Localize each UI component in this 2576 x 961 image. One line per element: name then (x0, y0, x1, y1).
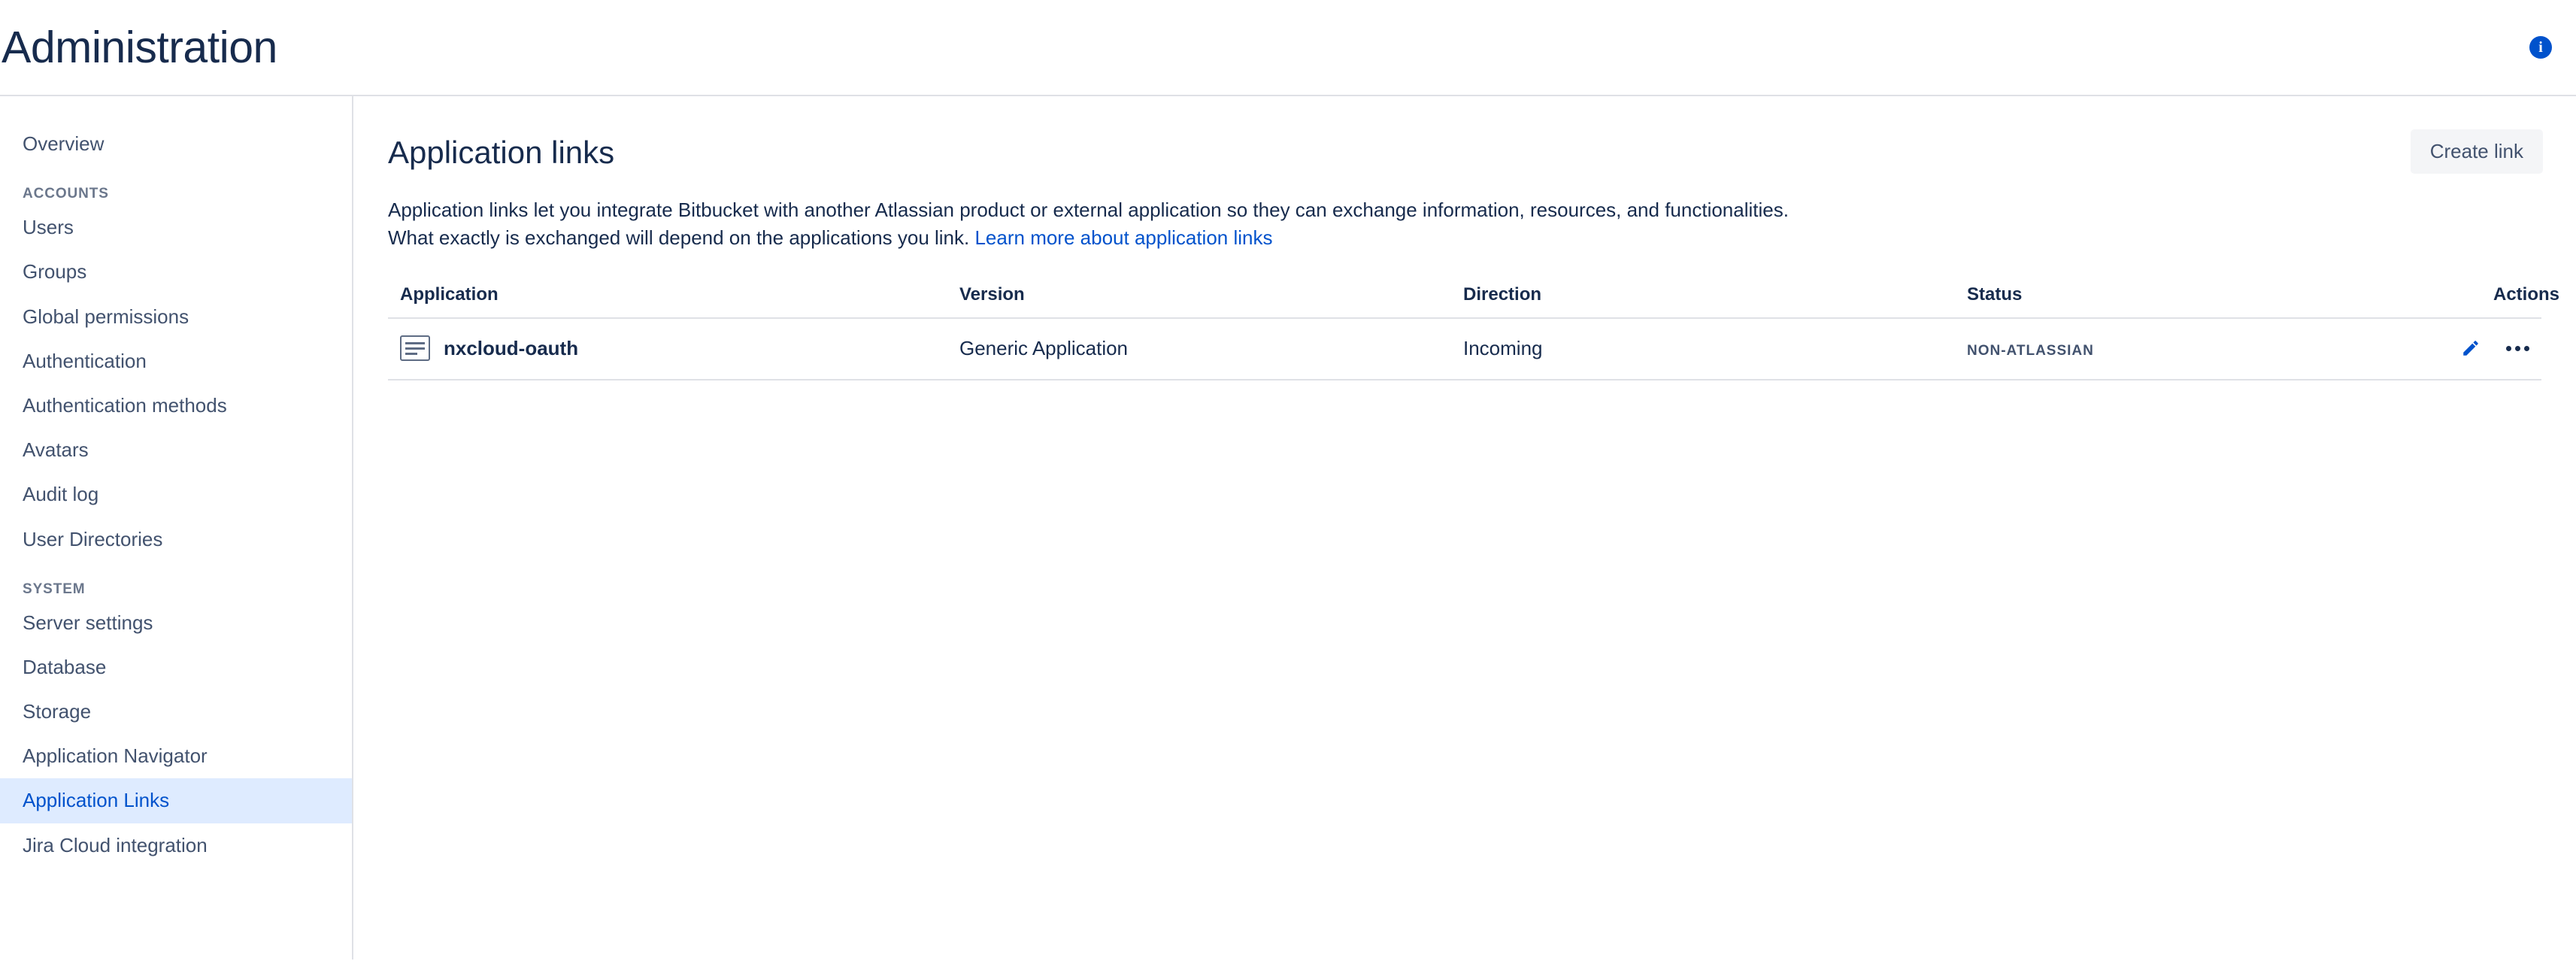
sidebar-item-application-navigator[interactable]: Application Navigator (23, 744, 208, 768)
page-title: Administration (2, 22, 277, 72)
main-content (353, 96, 2576, 959)
application-links-table (388, 284, 2560, 380)
row-actions (2493, 338, 2529, 358)
status-badge: NON-ATLASSIAN (1967, 342, 2094, 359)
sidebar-section-system: SYSTEM (23, 581, 86, 597)
create-link-button[interactable]: Create link (2411, 129, 2543, 174)
sidebar-item-storage[interactable]: Storage (23, 700, 92, 723)
sidebar-item-authentication-methods[interactable]: Authentication methods (23, 393, 227, 417)
more-actions-icon[interactable] (2506, 346, 2529, 351)
sidebar-item-users[interactable]: Users (23, 216, 74, 239)
cell-status (1967, 318, 2493, 380)
cell-actions (2493, 318, 2541, 380)
info-icon[interactable]: i (2529, 36, 2552, 59)
sidebar-item-overview[interactable]: Overview (23, 132, 105, 155)
column-header-version: Version (959, 284, 1463, 318)
sidebar-item-server-settings[interactable]: Server settings (23, 611, 153, 634)
description-text: Application links let you integrate Bitbucket with another Atlassian product or external application so they can exchange information, resources, and functionalities. What exactly is exchanged will depend on the applications you link. (388, 199, 1789, 250)
sidebar (0, 96, 353, 959)
column-header-actions: Actions (2493, 284, 2541, 318)
section-title: Application links (388, 135, 615, 170)
sidebar-item-database[interactable]: Database (23, 655, 107, 678)
cell-direction: Incoming (1463, 318, 1967, 380)
generic-application-icon (400, 335, 430, 361)
sidebar-item-avatars[interactable]: Avatars (23, 438, 89, 462)
sidebar-item-application-links[interactable]: Application Links (0, 778, 352, 823)
pencil-icon[interactable] (2461, 338, 2481, 358)
page-description (388, 196, 1802, 252)
column-header-status: Status (1967, 284, 2493, 318)
application-cell (400, 335, 959, 361)
application-name[interactable]: nxcloud-oauth (444, 336, 579, 359)
body-wrapper (0, 96, 2576, 959)
cell-application (388, 318, 959, 380)
table-body (388, 318, 2541, 380)
table-row (388, 318, 2541, 380)
sidebar-item-audit-log[interactable]: Audit log (23, 483, 99, 506)
column-header-direction: Direction (1463, 284, 1967, 318)
table-head (388, 284, 2560, 318)
table-header-row (388, 284, 2541, 318)
sidebar-item-global-permissions[interactable]: Global permissions (23, 305, 189, 328)
sidebar-item-jira-cloud-integration[interactable]: Jira Cloud integration (23, 833, 208, 856)
learn-more-link[interactable]: Learn more about application links (974, 226, 1273, 250)
top-bar (0, 0, 2576, 96)
sidebar-section-accounts: ACCOUNTS (23, 186, 109, 202)
cell-version: Generic Application (959, 318, 1463, 380)
sidebar-item-authentication[interactable]: Authentication (23, 349, 147, 372)
sidebar-item-user-directories[interactable]: User Directories (23, 527, 163, 550)
sidebar-item-groups[interactable]: Groups (23, 260, 87, 283)
column-header-application: Application (388, 284, 959, 318)
